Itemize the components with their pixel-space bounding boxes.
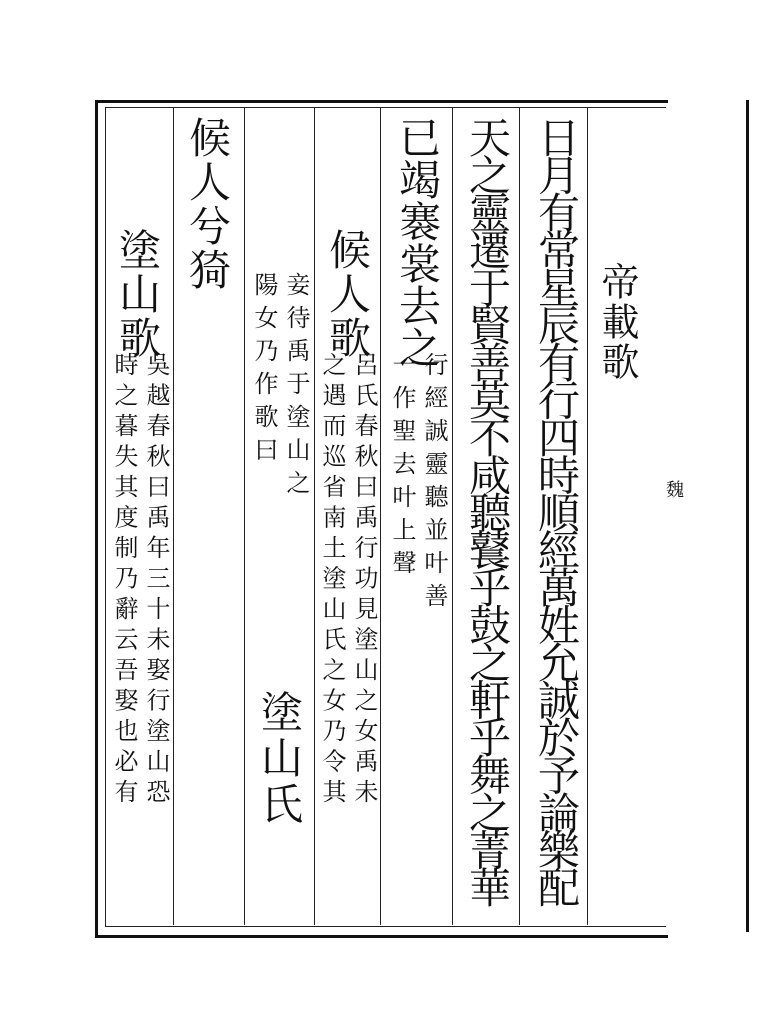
column-8-note-right: 吳越春秋曰禹年三十未娶行塗山恐 xyxy=(142,352,170,810)
column-rule xyxy=(519,107,520,925)
column-rule xyxy=(244,107,245,925)
column-5-title: 候人歌 xyxy=(323,228,372,360)
column-3-text: 天之靈遷于賢善莫不咸聽鼚乎鼓之軒乎舞之菁華 xyxy=(463,116,512,904)
page-edge xyxy=(746,100,761,932)
column-rule xyxy=(314,107,315,925)
column-5-note-right: 呂氏春秋曰禹行功見塗山之女禹未 xyxy=(350,352,378,810)
column-4-note-left: 一作聖去叶上聲 xyxy=(388,352,416,583)
column-8-note-left: 時之暮失其度制乃辭云吾娶也必有 xyxy=(110,352,138,810)
column-2-text: 日月有常星辰有行四時順經萬姓允誠於予論樂配 xyxy=(532,116,581,904)
column-4-verse: 已竭褰裳去之 xyxy=(393,116,442,368)
column-rule xyxy=(587,107,588,925)
column-1-title: 帝載歌 xyxy=(595,262,639,382)
column-4-note-right: 行經誠靈聽並叶善 xyxy=(420,352,448,616)
column-8-title: 塗山歌 xyxy=(113,228,162,360)
column-7-verse: 候人兮猗 xyxy=(183,116,232,292)
edge-fragment: 魏 xyxy=(663,480,684,498)
column-5-note-left: 之遇而巡省南土塗山氏之女乃令其 xyxy=(318,352,346,810)
column-6-note-left: 陽女乃作歌曰 xyxy=(250,272,278,470)
column-rule xyxy=(380,107,381,925)
column-6-note-right: 妾待禹于塗山之 xyxy=(282,272,310,503)
column-rule xyxy=(452,107,453,925)
column-rule xyxy=(173,107,174,925)
column-6-author: 塗山氏 xyxy=(255,690,304,828)
